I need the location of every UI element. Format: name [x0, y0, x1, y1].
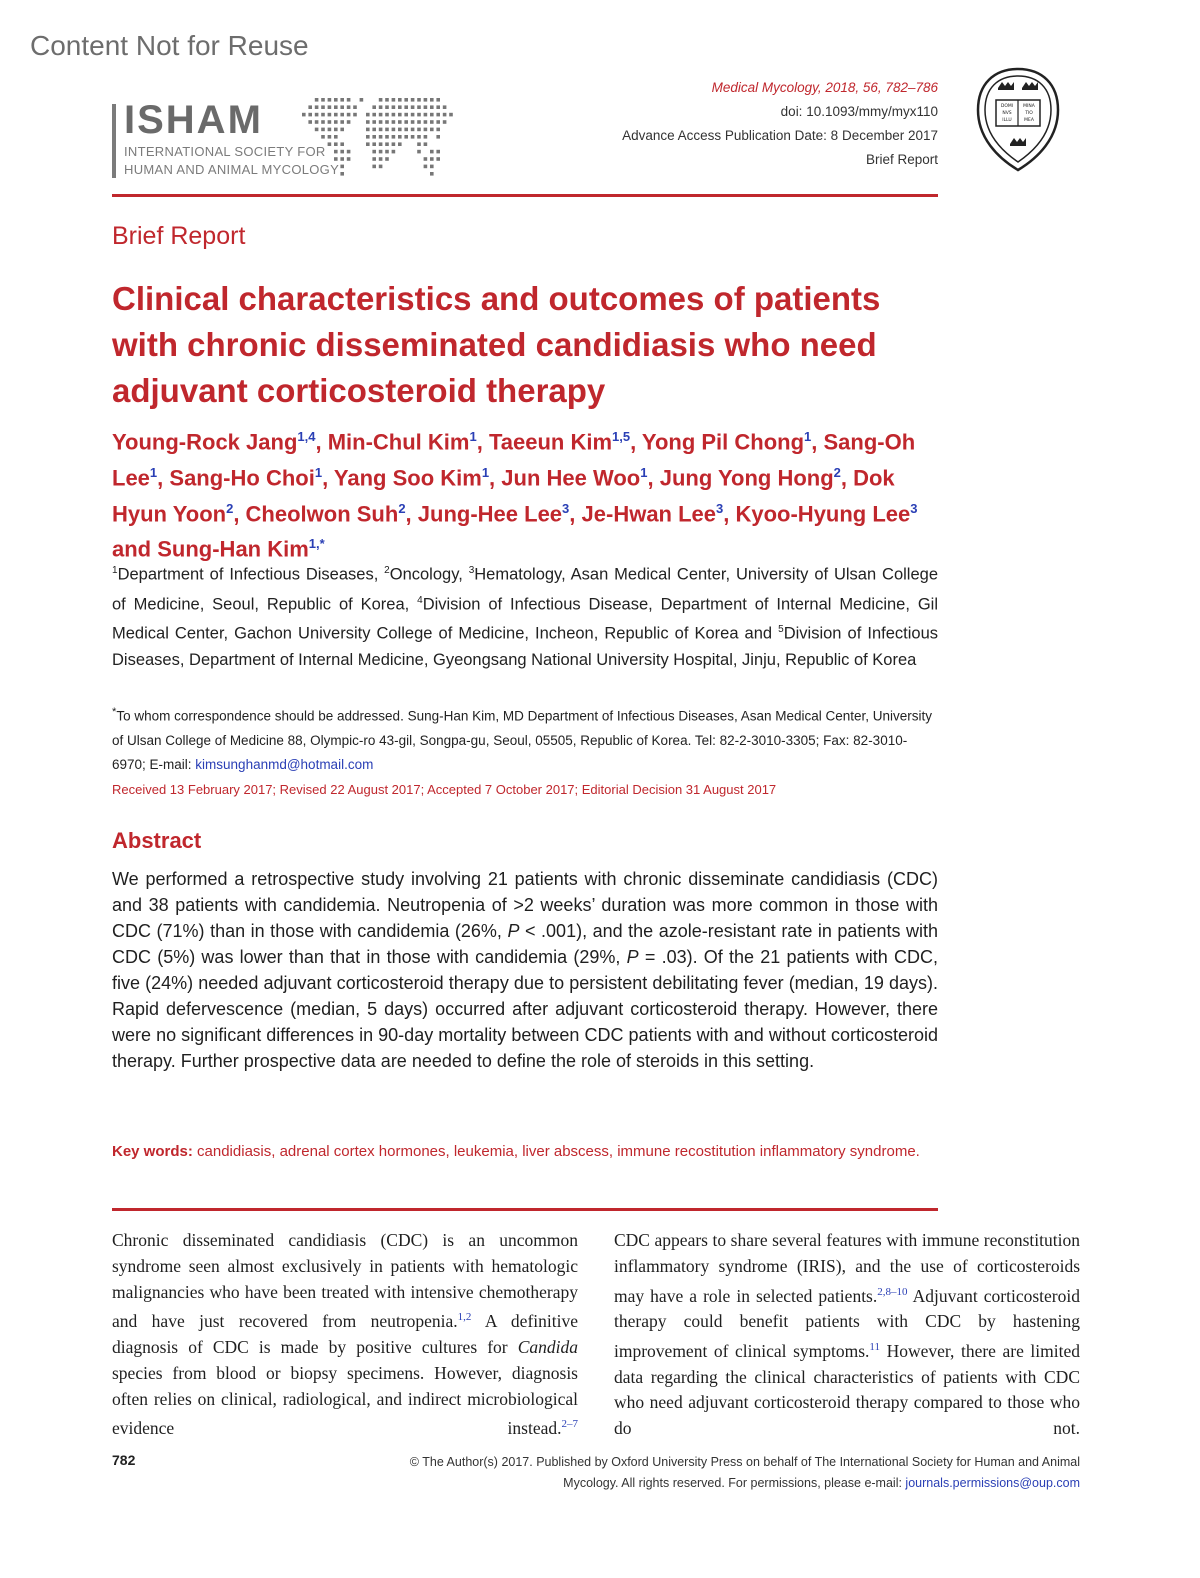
affiliation-number: 4: [417, 594, 423, 606]
author-separator: ,: [489, 465, 502, 491]
author-affiliation-ref[interactable]: 1,4: [297, 429, 316, 444]
author-list: [112, 422, 942, 565]
reference-link[interactable]: 1,2: [457, 1311, 472, 1324]
author-separator: ,: [569, 500, 582, 526]
author-affiliation-ref[interactable]: 1: [149, 464, 158, 480]
body-text: Chronic disseminated candidiasis (CDC) is an uncommon syndrome seen almost exclusively in patients with hematologic malignancies who have been treated with intensive chemotherapy and have just recovered from neutropenia.: [112, 1230, 578, 1332]
author-separator: ,: [322, 465, 334, 491]
doi: doi: 10.1093/mmy/myx110: [780, 104, 938, 119]
author-name: Taeeun Kim: [488, 429, 612, 455]
abstract-rule: [112, 1208, 938, 1211]
affiliation-number: 3: [468, 565, 475, 576]
correspondence-text: To whom correspondence should be addressed. Sung-Han Kim, MD Department of Infectious Diseases, Asan Medical Center, University of Ulsan College of Medicine 88, Olympic-ro 43-gil, Songpa-gu, Seoul, 05505, Republic of Korea. Tel: 82-2-3010-3305; Fax: 82-3010-6970; E-mail:: [112, 708, 933, 772]
author-affiliation-ref[interactable]: 1,*: [308, 536, 325, 552]
author-name: Young-Rock Jang: [112, 429, 298, 455]
access-date: Advance Access Publication Date: 8 December 2017: [622, 128, 938, 143]
author-separator: ,: [405, 500, 418, 526]
author-affiliation-ref[interactable]: 1,5: [612, 429, 631, 444]
author-separator: ,: [647, 465, 660, 491]
author-name: Sang-Oh Lee: [112, 429, 916, 491]
p-value-symbol: P: [507, 921, 520, 941]
author-separator: ,: [157, 465, 170, 491]
seal-left-text-3: ILLU: [1002, 118, 1012, 123]
correspondence-mark: *: [112, 706, 117, 718]
journal-info: [622, 76, 938, 172]
watermark: Content Not for Reuse: [30, 30, 309, 61]
author-name: Yong Pil Chong: [641, 429, 805, 455]
logo-subtitle-line2: HUMAN AND ANIMAL MYCOLOGY: [124, 162, 340, 177]
permissions-email-link[interactable]: journals.permissions@oup.com: [905, 1476, 1080, 1490]
copyright-line: © The Author(s) 2017. Published by Oxford University Press on behalf of The International Society for Human and Animal: [409, 1455, 1080, 1469]
affiliation-text: Oncology,: [389, 565, 469, 584]
author-name: Sang-Ho Choi: [169, 465, 315, 491]
abstract-part: = .03). Of the 21 patients with CDC, five (24%) needed adjuvant corticosteroid therapy due to persistent debilitating fever (median, 19 days). Rapid defervescence (median, 5 days) occurred after adjuvant corticosteroid therapy. However, there were no significant differences in 90-day mortality between CDC patients with and without corticosteroid therapy. Further prospective data are needed to define the role of steroids in this setting.: [112, 947, 938, 1071]
correspondence-email-link[interactable]: kimsunghanmd@hotmail.com: [195, 756, 374, 772]
author-separator: ,: [630, 429, 642, 455]
body-text: Adjuvant corticosteroid therapy could benefit patients with CDC by hastening improvement of clinical symptoms.: [614, 1285, 1080, 1361]
reference-link[interactable]: 11: [869, 1341, 881, 1354]
seal-right-text-3: MEA: [1024, 118, 1034, 123]
logo-subtitle-line1: INTERNATIONAL SOCIETY FOR: [124, 144, 326, 159]
page-number: 782: [112, 1452, 136, 1468]
author-separator: and: [112, 536, 158, 562]
body-column-left: [112, 1228, 578, 1442]
author-name: Min-Chul Kim: [327, 429, 470, 455]
seal-right-text-1: MINA: [1023, 104, 1035, 109]
author-separator: ,: [723, 500, 736, 526]
body-text: A definitive diagnosis of CDC is made by positive cultures for: [112, 1311, 578, 1358]
keywords: [112, 1140, 938, 1164]
author-affiliation-ref[interactable]: 1: [481, 464, 490, 480]
abstract-part: We performed a retrospective study involving 21 patients with chronic disseminate candidiasis (CDC) and 38 patients with candidemia. Neutropenia of >2 weeks’ duration was more common in those with CDC (71%) than in those with candidemia (26%,: [112, 869, 938, 941]
logo-wordmark: ISHAM: [124, 98, 263, 142]
affiliation-text: Hematology, Asan Medical Center, University of Ulsan College of Medicine, Seoul, Republic of Korea,: [112, 565, 938, 613]
author-name: Je-Hwan Lee: [581, 500, 717, 526]
author-affiliation-ref[interactable]: 2: [833, 464, 841, 480]
author-separator: ,: [315, 429, 328, 455]
affiliation-number: 5: [778, 624, 784, 635]
seal-left-text-2: NVS: [1002, 111, 1012, 116]
author-affiliation-ref[interactable]: 3: [562, 500, 570, 516]
author-separator: ,: [840, 465, 854, 491]
seal-right-text-2: TIO: [1025, 111, 1033, 116]
author-affiliation-ref[interactable]: 1: [469, 429, 477, 444]
author-name: Dok Hyun Yoon: [112, 465, 895, 526]
author-affiliation-ref[interactable]: 3: [716, 500, 724, 516]
author-name: Jung Yong Hong: [659, 465, 834, 491]
reference-link[interactable]: 2–7: [561, 1418, 578, 1431]
body-text: species from blood or biopsy specimens. However, diagnosis often relies on clinical, radiological, and indirect microbiological evidence instead.: [112, 1362, 578, 1439]
keywords-list: candidiasis, adrenal cortex hormones, leukemia, liver abscess, immune recostitution inflammatory syndrome.: [197, 1143, 920, 1160]
section-label: Brief Report: [112, 222, 246, 250]
author-affiliation-ref[interactable]: 1: [804, 429, 812, 444]
abstract-part: < .001), and the azole-resistant rate in patients with CDC (5%) was lower than that in those with candidemia (29%,: [112, 921, 938, 967]
article-dates: Received 13 February 2017; Revised 22 August 2017; Accepted 7 October 2017; Editorial Decision 31 August 2017: [112, 782, 777, 797]
header-rule: [112, 194, 938, 197]
isham-logo: [112, 98, 472, 186]
body-column-right: [614, 1228, 1080, 1442]
abstract-text: [112, 866, 938, 1074]
affiliations: [112, 558, 938, 673]
world-map-icon: [302, 98, 462, 182]
affiliation-text: Division of Infectious Diseases, Department of Internal Medicine, Gyeongsang National University Hospital, Jinju, Republic of Korea: [112, 624, 938, 669]
seal-left-text-1: DOMI: [1000, 104, 1014, 109]
author-separator: ,: [811, 429, 824, 455]
author-name: Cheolwon Suh: [245, 500, 399, 526]
affiliation-text: Department of Infectious Diseases,: [117, 565, 385, 584]
body-text: CDC appears to share several features with immune reconstitution inflammatory syndrome (IRIS), and the use of corticosteroids may have a role in selected patients.: [614, 1230, 1080, 1306]
author-name: Sung-Han Kim: [157, 536, 309, 562]
affiliation-text: Division of Infectious Disease, Department of Internal Medicine, Gil Medical Center, Gachon University College of Medicine, Incheon, Republic of Korea and: [112, 595, 938, 643]
author-separator: ,: [476, 429, 489, 455]
article-title: Clinical characteristics and outcomes of patients with chronic disseminated candidiasis who need adjuvant corticosteroid therapy: [112, 280, 881, 409]
author-name: Jung-Hee Lee: [417, 500, 563, 526]
p-value-symbol: P: [626, 947, 639, 967]
author-name: Yang Soo Kim: [333, 465, 482, 491]
author-name: Kyoo-Hyung Lee: [735, 500, 911, 526]
author-name: Jun Hee Woo: [501, 465, 641, 491]
author-affiliation-ref[interactable]: 1: [640, 464, 648, 480]
journal-citation: Medical Mycology, 2018, 56, 782–786: [711, 80, 938, 95]
oxford-seal-icon: [972, 66, 1064, 174]
copyright-notice: [360, 1452, 1080, 1494]
affiliation-number: 1: [112, 565, 118, 576]
affiliation-number: 2: [384, 565, 390, 576]
correspondence: [112, 700, 938, 777]
reference-link[interactable]: 2,8–10: [877, 1285, 908, 1298]
article-type: Brief Report: [865, 152, 938, 167]
logo-bar: [112, 104, 116, 178]
keywords-label: Key words:: [112, 1143, 193, 1160]
author-separator: ,: [233, 500, 246, 526]
author-affiliation-ref[interactable]: 1: [314, 464, 323, 480]
body-text: However, there are limited data regarding the clinical characteristics of patients with CDC who need adjuvant corticosteroid therapy compared to those who do not.: [614, 1340, 1080, 1439]
copyright-line: Mycology. All rights reserved. For permissions, please e-mail:: [563, 1476, 906, 1490]
author-affiliation-ref[interactable]: 2: [226, 500, 234, 516]
species-name: Candida: [517, 1337, 578, 1358]
abstract-heading: Abstract: [112, 828, 202, 853]
author-affiliation-ref[interactable]: 3: [910, 500, 918, 516]
author-affiliation-ref[interactable]: 2: [398, 500, 406, 516]
